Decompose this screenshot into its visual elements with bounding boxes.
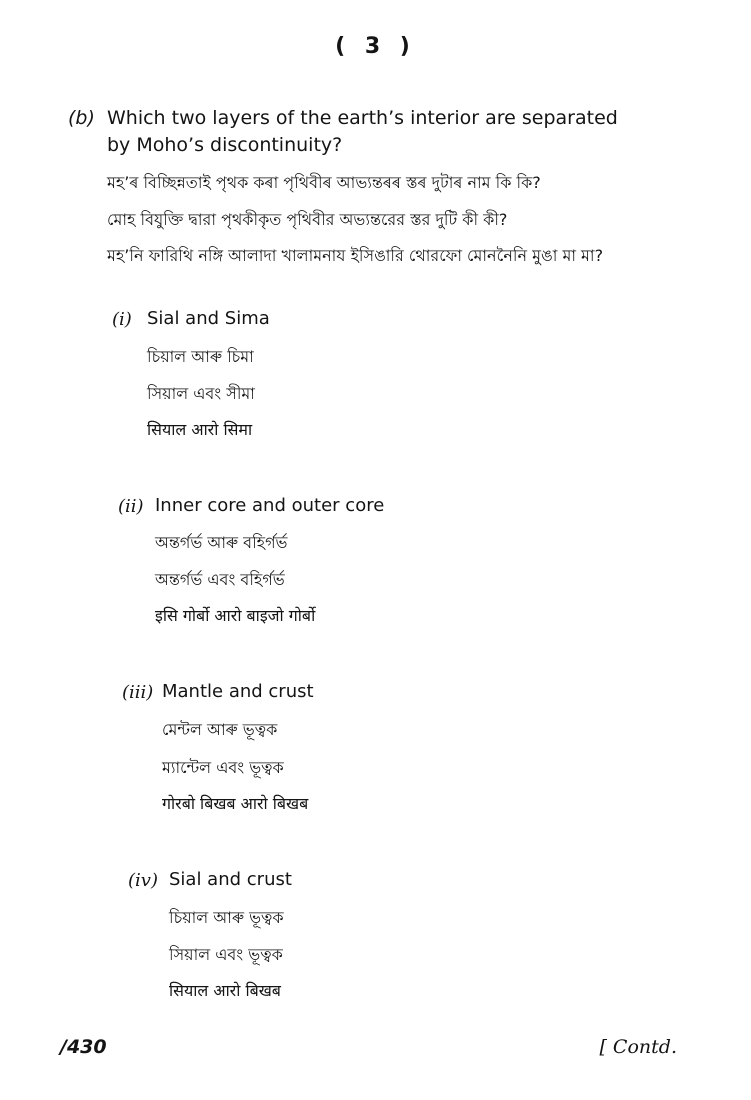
option-translation-assamese: অন্তৰ্গৰ্ভ আৰু বহিৰ্গৰ্ভ: [155, 533, 288, 552]
question-text-line-1: Which two layers of the earth’s interior are separated: [107, 107, 618, 129]
option-label: (iii): [122, 682, 154, 703]
option-translation-assamese: মেন্টল আৰু ভূত্বক: [162, 720, 278, 739]
option-label: (i): [112, 309, 132, 330]
option-text: Sial and Sima: [147, 308, 270, 329]
option-translation-bengali: সিয়াল এবং ভূত্বক: [169, 945, 283, 964]
question-text-line-2: by Moho’s discontinuity?: [107, 134, 343, 156]
option-translation-assamese: চিয়াল আৰু চিমা: [147, 347, 254, 366]
option-translation-assamese: চিয়াল আৰু ভূত্বক: [169, 908, 284, 927]
paper-code: /430: [60, 1036, 107, 1058]
option-label: (iv): [128, 870, 158, 891]
option-translation-bengali: সিয়াল এবং সীমা: [147, 384, 255, 403]
question-translation-assamese: মহ’ৰ বিচ্ছিন্নতাই পৃথক কৰা পৃথিবীৰ আভ্যন্তৰৰ স্তৰ দুটাৰ নাম কি কি?: [107, 173, 541, 192]
continued-marker: [ Contd.: [599, 1036, 677, 1058]
option-translation-bodo: गोरबो बिखब आरो बिखब: [162, 794, 309, 813]
question-translation-bengali: মোহ বিযুক্তি দ্বারা পৃথকীকৃত পৃথিবীর অভ্যন্তরের স্তর দুটি কী কী?: [107, 210, 508, 229]
option-text: Inner core and outer core: [155, 495, 385, 516]
option-translation-bengali: অন্তর্গর্ভ এবং বহির্গর্ভ: [155, 570, 285, 589]
option-translation-bodo: इसि गोर्बो आरो बाइजो गोर्बो: [155, 606, 316, 625]
question-label: (b): [68, 107, 95, 129]
option-text: Mantle and crust: [162, 681, 314, 702]
option-label: (ii): [118, 496, 144, 517]
question-translation-bodo: মহ’নি ফারিথি নঙ্গি আলাদা খালামনায ইসিঙারি থোরফো মোননৈনি মুঙা মা মা?: [107, 246, 604, 265]
option-translation-bodo: सियाल आरो बिखब: [169, 981, 281, 1000]
option-translation-bodo: सियाल आरो सिमा: [147, 420, 253, 439]
option-text: Sial and crust: [169, 869, 292, 890]
option-translation-bengali: ম্যান্টেল এবং ভূত্বক: [162, 758, 284, 777]
page-number: ( 3 ): [335, 34, 416, 59]
